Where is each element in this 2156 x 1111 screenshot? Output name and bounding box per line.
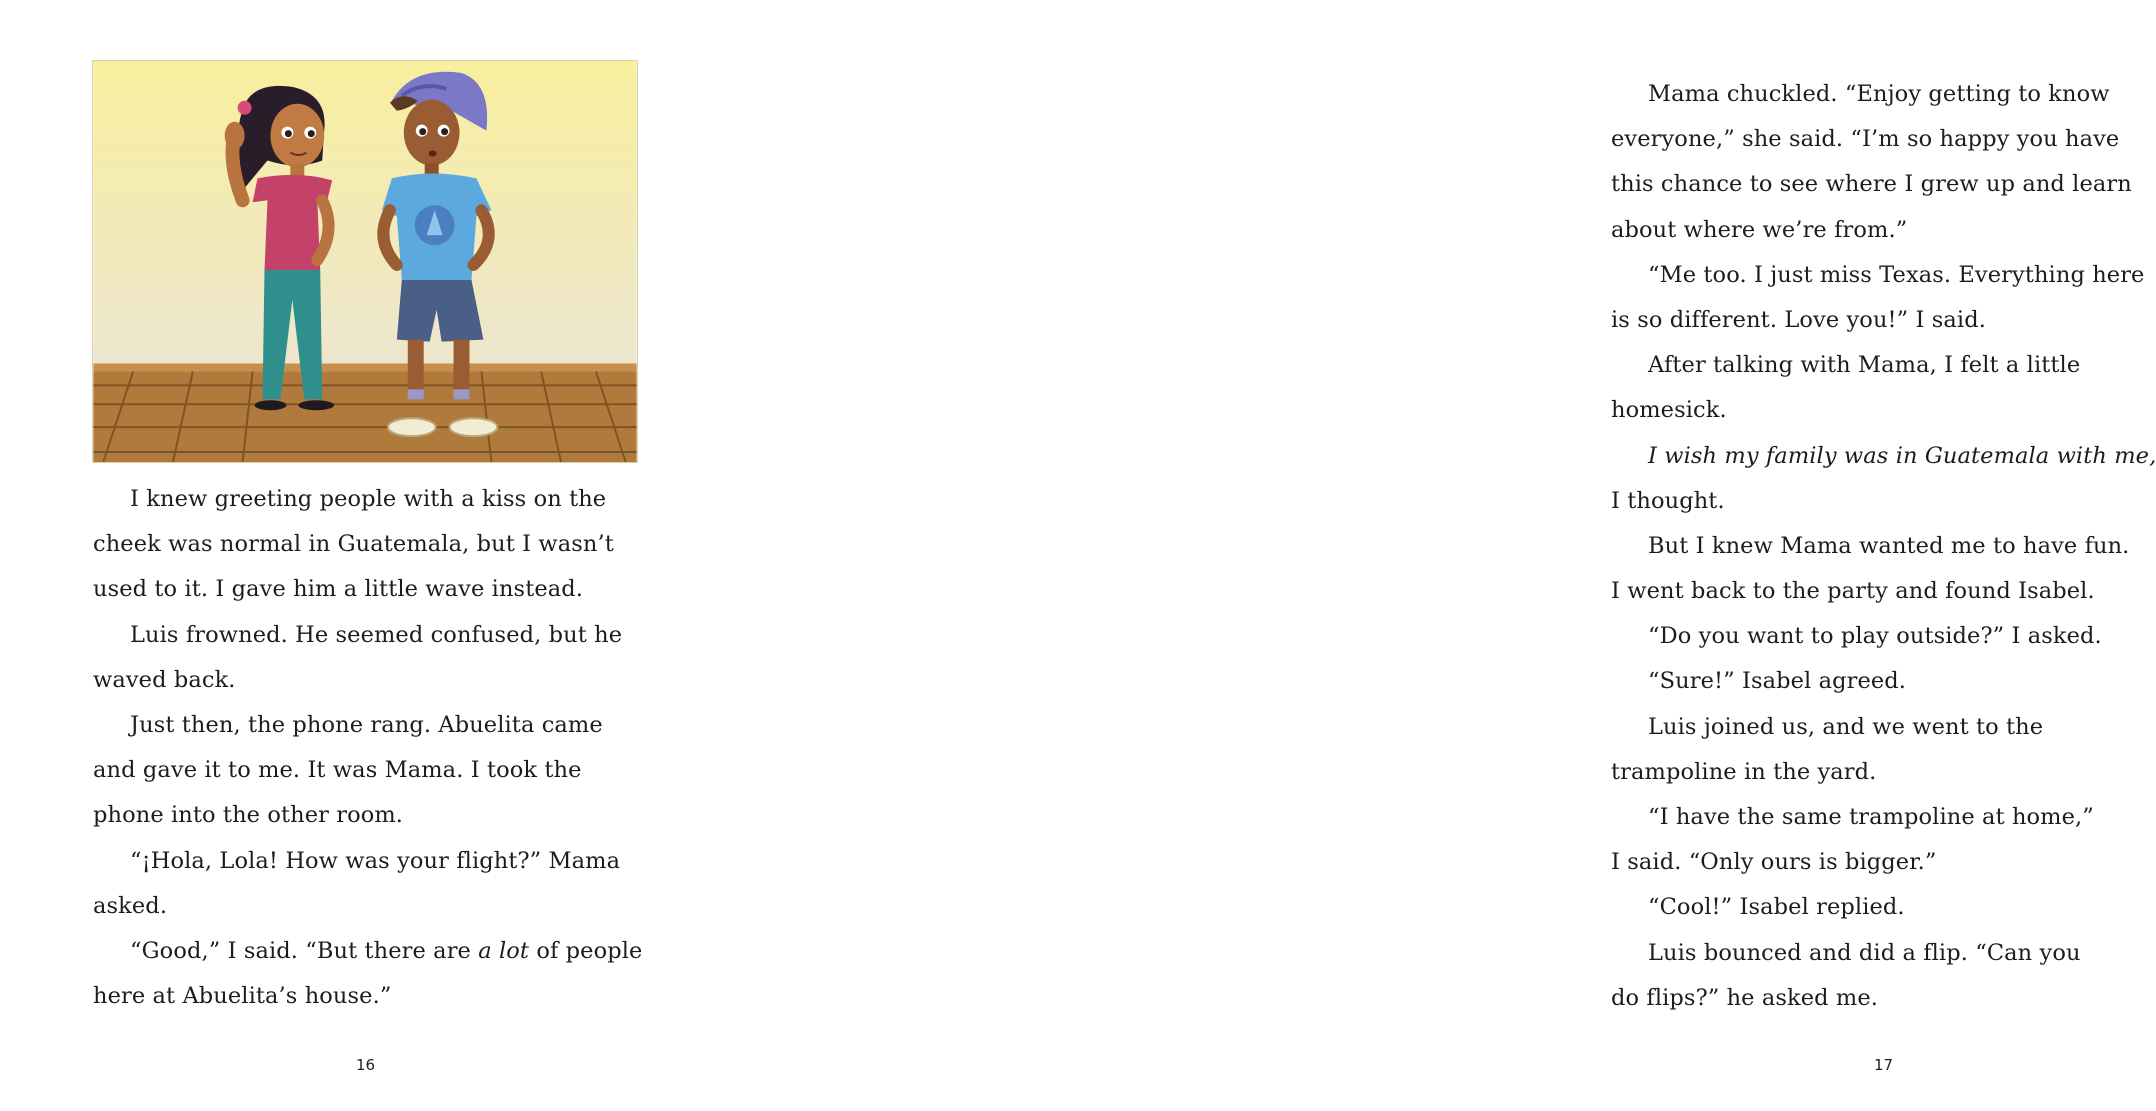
paragraph [93,703,649,839]
text-run: I went back to the party and found Isabel. [1611,578,2095,605]
text-line [1611,524,2151,569]
text-line [1611,434,2156,479]
italic-text: I wish my family was in Guatemala with me, [1648,442,2156,469]
text-run: phone into the other room. [93,802,404,829]
text-line [1611,750,2151,795]
paragraph [93,613,649,703]
text-run: “¡Hola, Lola! How was your flight?” Mama [130,847,621,874]
text-line [1611,117,2151,162]
text-line [1611,253,2151,298]
text-run: “Good,” I said. “But there are [130,937,479,964]
paragraph [1611,253,2151,343]
text-line [1611,388,2151,433]
baseboard [93,363,636,371]
paragraph [93,477,649,613]
text-line [1611,614,2151,659]
text-run: and gave it to me. It was Mama. I took the [93,757,582,784]
paragraph [1611,885,2151,930]
text-run: is so different. Love you!” I said. [1611,306,1986,333]
text-run: But I knew Mama wanted me to have fun. [1648,532,2130,559]
page-number-left: 16 [356,1056,376,1074]
text-line [1611,840,2151,885]
paragraph [1611,795,2151,885]
paragraph [1611,72,2151,253]
text-run: this chance to see where I grew up and learn [1611,171,2132,198]
right-page [750,0,2156,1111]
text-run: I said. “Only ours is bigger.” [1611,849,1937,876]
text-run: “Do you want to play outside?” I asked. [1648,623,2102,650]
text-line [1611,931,2151,976]
text-run: I thought. [1611,487,1725,514]
text-line [1611,705,2151,750]
text-run: do flips?” he asked me. [1611,984,1879,1011]
left-page [0,0,750,1111]
text-run: Luis joined us, and we went to the [1648,713,2044,740]
text-run: about where we’re from.” [1611,216,1908,243]
text-line [1611,795,2151,840]
text-line [93,658,649,703]
text-line [93,839,649,884]
text-run: “Sure!” Isabel agreed. [1648,668,1907,695]
text-line [1611,659,2151,704]
paragraph [1611,524,2151,614]
text-line [1611,162,2151,207]
text-line [93,703,649,748]
text-run: “Cool!” Isabel replied. [1648,894,1905,921]
text-line [1611,298,2151,343]
text-line [1611,72,2151,117]
text-line [93,748,649,793]
text-run: After talking with Mama, I felt a little [1648,352,2081,379]
text-run: “Me too. I just miss Texas. Everything here [1648,261,2145,288]
text-line [1611,976,2151,1021]
left-page-text [93,477,649,1019]
text-line [93,567,649,612]
paragraph [93,929,649,1019]
text-run: asked. [93,892,168,919]
italic-text: a lot [478,937,530,964]
text-run: waved back. [93,666,236,693]
text-run: Just then, the phone rang. Abuelita came [130,711,603,738]
text-run: homesick. [1611,397,1727,424]
text-line [93,884,649,929]
text-run: Mama chuckled. “Enjoy getting to know [1648,81,2110,107]
text-run: of people [529,937,643,964]
wall [93,61,636,367]
story-illustration [92,60,638,463]
illustration-girl-and-boy [93,61,637,462]
text-run: everyone,” she said. “I’m so happy you have [1611,126,2120,153]
text-run: used to it. I gave him a little wave instead. [93,576,584,603]
text-run: trampoline in the yard. [1611,758,1877,785]
text-run: Luis bounced and did a flip. “Can you [1648,939,2081,966]
paragraph [1611,343,2151,433]
paragraph [93,839,649,929]
right-page-text [1611,72,2156,1021]
text-run: “I have the same trampoline at home,” [1648,804,2094,830]
paragraph [1611,705,2151,795]
text-line [93,613,649,658]
text-run: cheek was normal in Guatemala, but I wasn’t [93,531,614,558]
paragraph [1611,434,2156,524]
text-run: here at Abuelita’s house.” [93,983,392,1010]
text-line [1611,569,2151,614]
text-line [93,929,649,974]
paragraph [1611,614,2151,659]
text-run: Luis frowned. He seemed confused, but he [130,621,623,648]
text-line [93,477,649,522]
text-line [93,793,649,838]
text-line [1611,208,2151,253]
text-line [93,522,649,567]
text-line [1611,885,2151,930]
paragraph [1611,931,2151,1021]
text-line [1611,343,2151,388]
text-line [1611,479,2151,524]
text-run: I knew greeting people with a kiss on the [130,486,607,512]
page-number-right: 17 [1874,1056,1894,1074]
paragraph [1611,659,2151,704]
text-line [93,974,649,1019]
